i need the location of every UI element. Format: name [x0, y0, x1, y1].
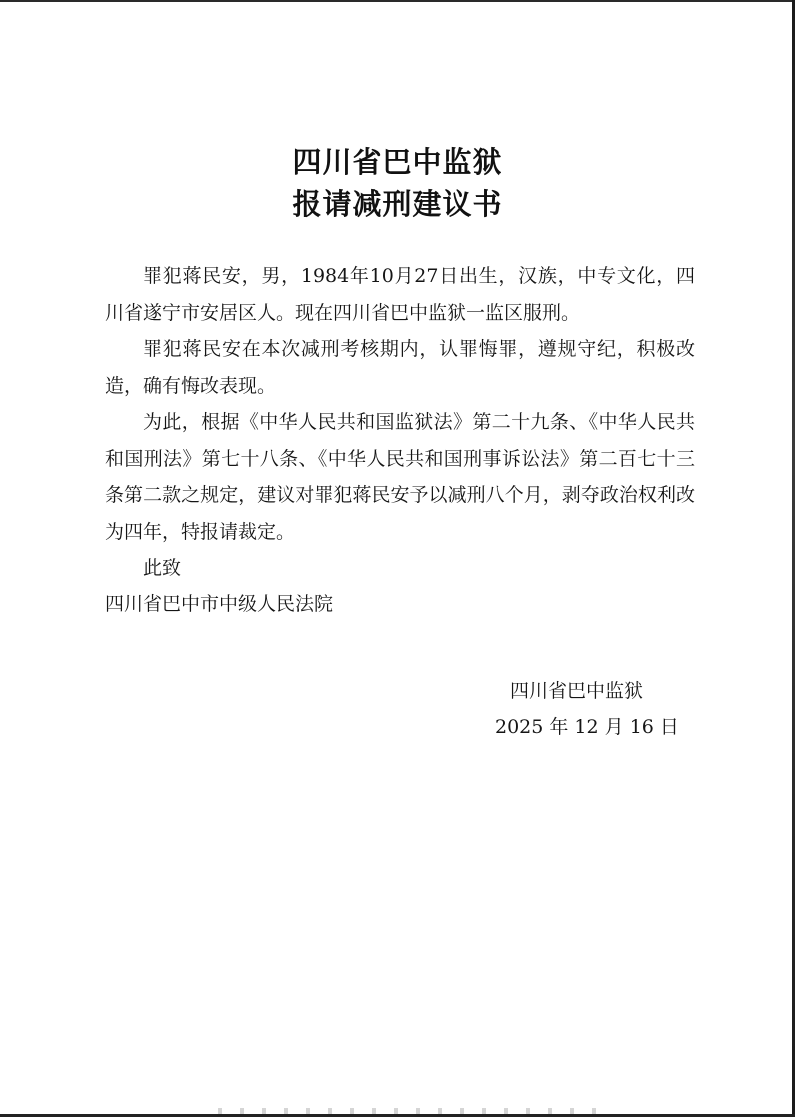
paragraph-criminal-info: 罪犯蒋民安，男，1984年10月27日出生，汉族，中专文化，四川省遂宁市安居区人。现在四川省巴中监狱一监区服刑。 — [105, 265, 695, 324]
scan-edge-bottom-dots — [200, 1108, 600, 1114]
addressee: 四川省巴中市中级人民法院 — [105, 593, 334, 615]
document-title-line1: 四川省巴中监狱 — [292, 145, 503, 179]
paragraph-legal-basis: 为此，根据《中华人民共和国监狱法》第二十九条、《中华人民共和国刑法》第七十八条、《中华人民共和国刑事诉讼法》第二百七十三条第二款之规定，建议对罪犯蒋民安予以减刑八个月，剥夺政治权利改为四年，特报请裁定。 — [105, 411, 695, 543]
signature-organization: 四川省巴中监狱 — [510, 680, 644, 702]
paragraph-salutation: 此致 — [143, 557, 182, 579]
scan-edge-top — [0, 0, 795, 2]
signature-date: 2025 年 12 月 16 日 — [495, 716, 679, 738]
document-title-line2: 报请减刑建议书 — [292, 187, 503, 221]
paragraph-assessment: 罪犯蒋民安在本次减刑考核期内，认罪悔罪，遵规守纪，积极改造，确有悔改表现。 — [105, 338, 695, 397]
